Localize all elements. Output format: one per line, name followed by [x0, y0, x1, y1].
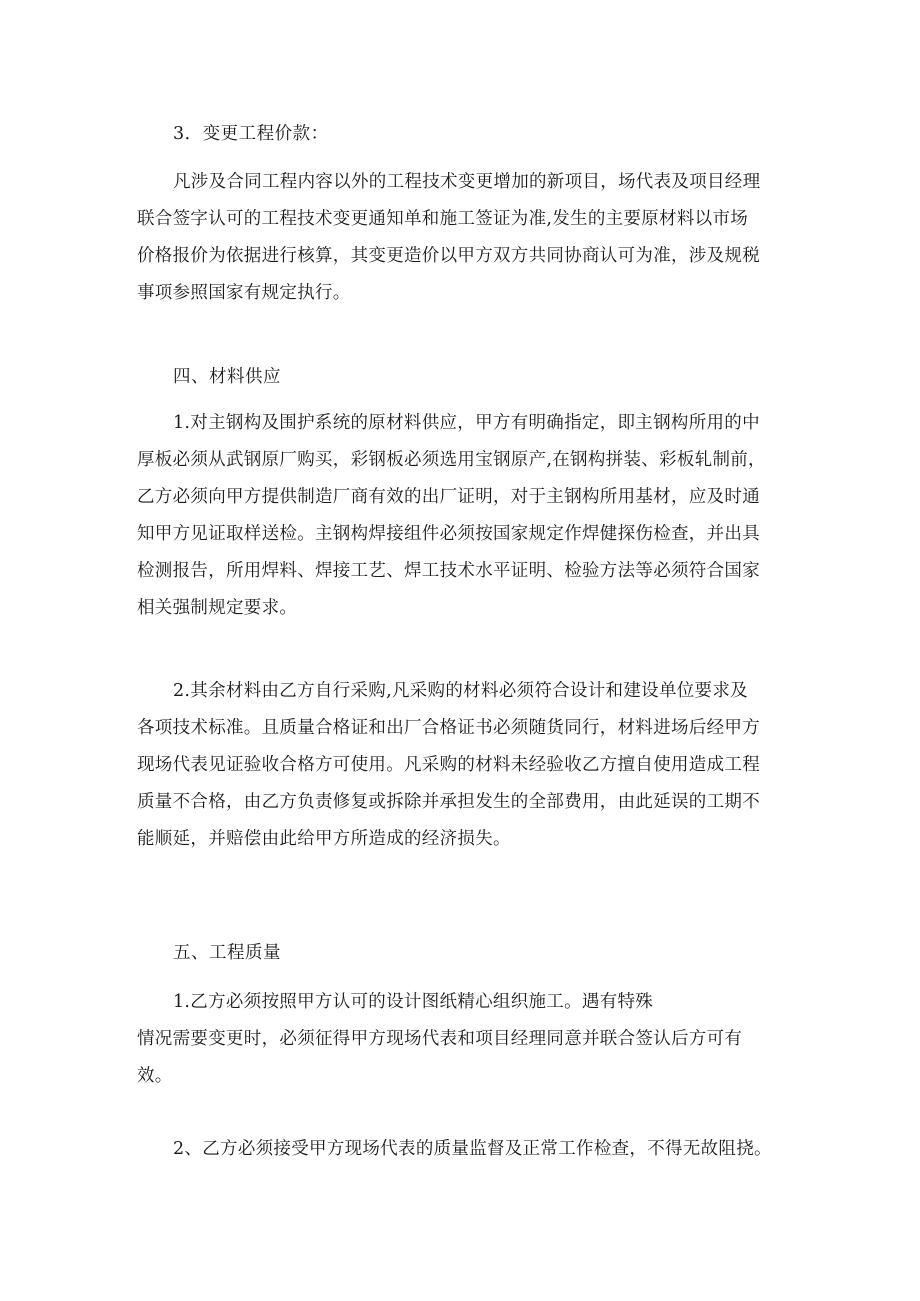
paragraph-change-price — [137, 164, 797, 312]
paragraph-line: 情况需要变更时，必须征得甲方现场代表和项目经理同意并联合签认后方可有 — [137, 1029, 743, 1049]
paragraph-line: 质量不合格，由乙方负责修复或拆除并承担发生的全部费用，由此延误的工期不 — [137, 792, 760, 812]
heading-line: 五、工程质量 — [173, 943, 281, 963]
paragraph-line: 2.其余材料由乙方自行采购,凡采购的材料必须符合设计和建设单位要求及 — [173, 681, 748, 701]
paragraph-line: 效。 — [137, 1066, 173, 1086]
paragraph-line: 能顺延，并赔偿由此给甲方所造成的经济损失。 — [137, 829, 511, 849]
paragraph-line: 2、乙方必须接受甲方现场代表的质量监督及正常工作检查，不得无故阻挠。 — [173, 1139, 772, 1159]
paragraph-line: 1.对主钢构及围护系统的原材料供应，甲方有明确指定，即主钢构所用的中 — [173, 413, 760, 433]
paragraph-line: 1.乙方必须按照甲方认可的设计图纸精心组织施工。遇有特殊 — [173, 992, 654, 1012]
section-heading-material-supply — [137, 359, 797, 396]
section-heading-quality — [137, 935, 797, 972]
paragraph-line: 检测报告，所用焊料、焊接工艺、焊工技术水平证明、检验方法等必须符合国家 — [137, 561, 760, 581]
paragraph-line: 各项技术标准。且质量合格证和出厂合格证书必须随货同行，材料进场后经甲方 — [137, 718, 760, 738]
paragraph-design-drawings — [137, 984, 797, 1095]
section-heading-change-price — [137, 116, 797, 153]
paragraph-line: 价格报价为依据进行核算，其变更造价以甲方双方共同协商认可为准，涉及规税 — [137, 246, 760, 266]
paragraph-other-materials — [137, 673, 797, 858]
paragraph-line: 联合签字认可的工程技术变更通知单和施工签证为准,发生的主要原材料以市场 — [137, 209, 749, 229]
heading-line: 3．变更工程价款： — [173, 124, 329, 144]
paragraph-line: 凡涉及合同工程内容以外的工程技术变更增加的新项目，场代表及项目经理 — [173, 172, 761, 192]
paragraph-line: 厚板必须从武钢原厂购买，彩钢板必须选用宝钢原产,在钢构拼装、彩板轧制前， — [137, 450, 766, 470]
paragraph-line: 相关强制规定要求。 — [137, 598, 298, 618]
paragraph-line: 乙方必须向甲方提供制造厂商有效的出厂证明，对于主钢构所用基材，应及时通 — [137, 487, 760, 507]
paragraph-main-steel-supply — [137, 405, 797, 627]
paragraph-line: 事项参照国家有规定执行。 — [137, 283, 351, 303]
paragraph-line: 知甲方见证取样送检。主钢构焊接组件必须按国家规定作焊健探伤检查，并出具 — [137, 524, 760, 544]
paragraph-quality-supervision — [137, 1131, 797, 1168]
heading-line: 四、材料供应 — [173, 367, 281, 387]
paragraph-line: 现场代表见证验收合格方可使用。凡采购的材料未经验收乙方擅自使用造成工程 — [137, 755, 760, 775]
